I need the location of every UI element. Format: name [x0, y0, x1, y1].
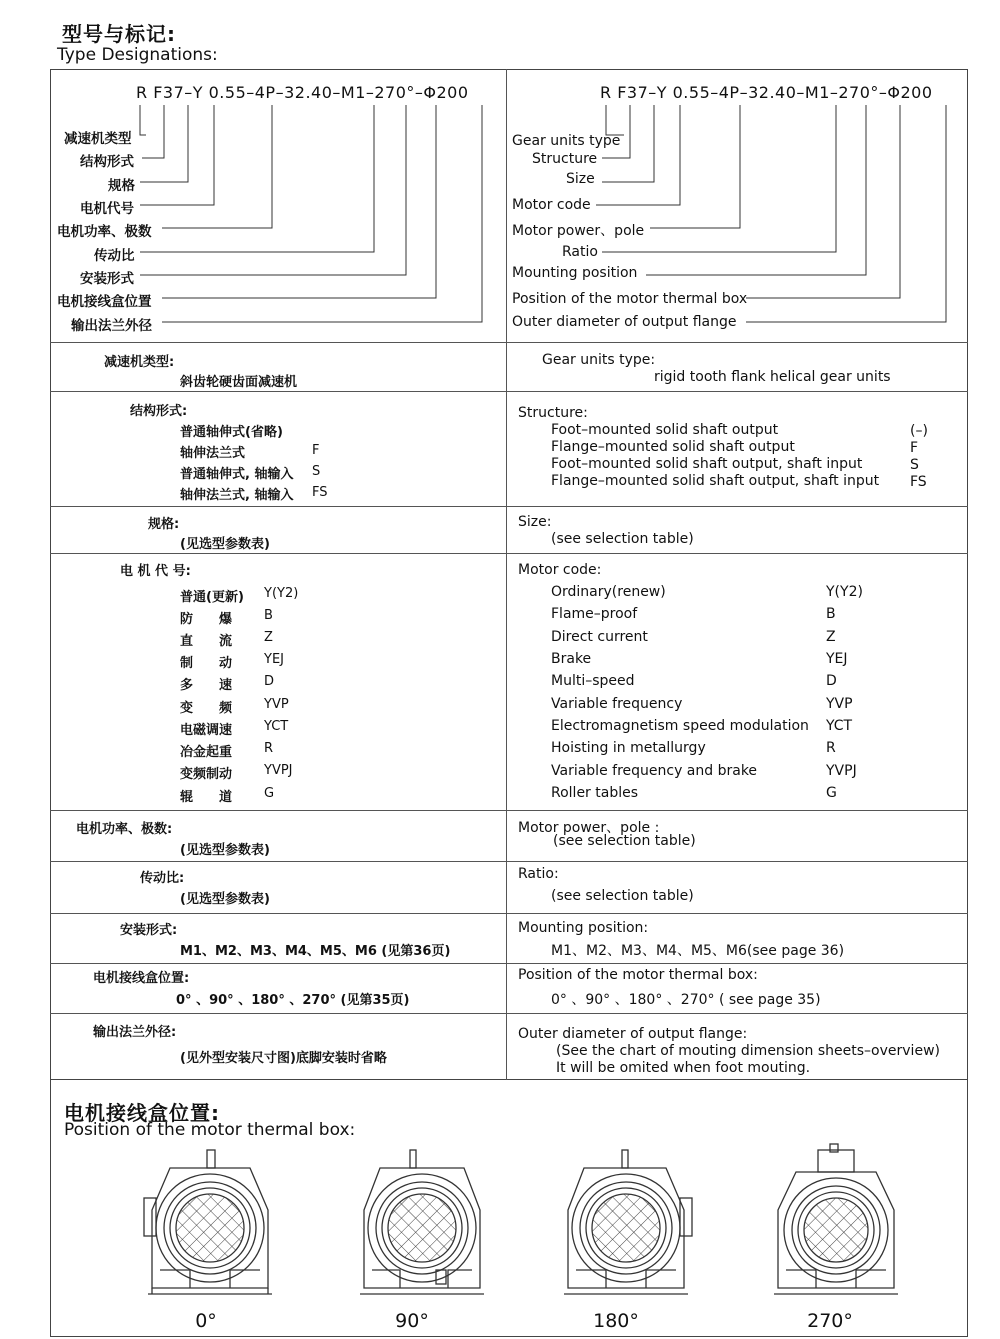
power-title-cn: 电机功率、极数:: [76, 822, 173, 837]
size-value-en: (see selection table): [551, 531, 694, 547]
power-value-cn: (见选型参数表): [180, 843, 270, 858]
motor-row-cn: 防 爆: [180, 612, 233, 627]
ratio-value-cn: (见选型参数表): [180, 892, 270, 907]
label-flange-cn: 输出法兰外径: [71, 318, 152, 334]
row-divider: [50, 391, 968, 392]
motor-code-cn: Z: [264, 630, 273, 645]
label-motor-code-en: Motor code: [512, 197, 591, 213]
motor-row-cn: 制 动: [180, 656, 233, 671]
motor-code-cn: R: [264, 741, 274, 756]
label-ratio-en: Ratio: [562, 244, 598, 260]
motor-row-cn: 辊 道: [180, 790, 233, 805]
structure-row-en: Foot–mounted solid shaft output, shaft input: [551, 456, 863, 472]
motor-code-cn: YVPJ: [264, 763, 293, 778]
thermal-value-cn: 0° 、90° 、180° 、270° (见第35页): [176, 993, 410, 1008]
ratio-title-cn: 传动比:: [140, 871, 185, 886]
motor-code-cn: YCT: [264, 719, 289, 734]
title-cn: 型号与标记:: [62, 22, 176, 46]
structure-code-en: F: [910, 440, 919, 456]
label-flange-en: Outer diameter of output flange: [512, 314, 737, 330]
motor-row-en: Multi–speed: [551, 673, 635, 689]
motor-row-en: Ordinary(renew): [551, 584, 666, 600]
motor-code-en: YVP: [826, 696, 853, 712]
flange-value-cn: (见外型安装尺寸图)底脚安装时省略: [180, 1051, 387, 1066]
power-value-en: (see selection table): [553, 833, 696, 849]
gearbox-90-drawing: [352, 1140, 492, 1300]
motor-code-cn: Y(Y2): [264, 586, 299, 601]
label-structure-cn: 结构形式: [80, 154, 134, 170]
row-divider: [50, 506, 968, 507]
thermal-section-title-en: Position of the motor thermal box:: [64, 1120, 356, 1140]
motor-row-cn: 变 频: [180, 701, 233, 716]
thermal-title-en: Position of the motor thermal box:: [518, 967, 758, 983]
row-divider: [50, 553, 968, 554]
label-size-cn: 规格: [108, 178, 135, 194]
row-divider: [50, 913, 968, 914]
structure-title-en: Structure:: [518, 405, 588, 421]
code-line-left: R F37–Y 0.55–4P–32.40–M1–270°–Φ200: [136, 83, 469, 102]
motor-row-cn: 变频制动: [180, 767, 233, 782]
label-thermal-cn: 电机接线盒位置: [57, 294, 152, 310]
label-motor-code-cn: 电机代号: [80, 201, 134, 217]
flange-value-en-2: It will be omited when foot mouting.: [556, 1060, 811, 1076]
leader-lines: [0, 0, 1000, 340]
motor-row-cn: 电磁调速: [180, 723, 233, 738]
row-divider: [50, 861, 968, 862]
motor-code-title-cn: 电 机 代 号:: [120, 564, 191, 579]
label-power-en: Motor power、pole: [512, 223, 645, 239]
thermal-title-cn: 电机接线盒位置:: [93, 971, 190, 986]
motor-row-cn: 多 速: [180, 678, 233, 693]
motor-row-en: Flame–proof: [551, 606, 638, 622]
mounting-title-en: Mounting position:: [518, 920, 649, 936]
size-title-cn: 规格:: [148, 517, 180, 532]
mounting-value-cn: M1、M2、M3、M4、M5、M6 (见第36页): [180, 944, 451, 959]
structure-code-cn: FS: [312, 485, 328, 500]
power-title-en: Motor power、pole :: [518, 820, 660, 836]
structure-row-en: Flange–mounted solid shaft output, shaft input: [551, 473, 880, 489]
motor-code-en: B: [826, 606, 836, 622]
title-en: Type Designations:: [57, 45, 218, 65]
thermal-value-en: 0° 、90° 、180° 、270° ( see page 35): [551, 992, 821, 1008]
structure-row-en: Flange–mounted solid shaft output: [551, 439, 795, 455]
code-line-right: R F37–Y 0.55–4P–32.40–M1–270°–Φ200: [600, 83, 933, 102]
flange-title-en: Outer diameter of output flange:: [518, 1026, 748, 1042]
label-mounting-en: Mounting position: [512, 265, 638, 281]
motor-row-cn: 普通(更新): [180, 590, 244, 605]
motor-row-en: Brake: [551, 651, 592, 667]
motor-row-en: Variable frequency and brake: [551, 763, 758, 779]
motor-row-en: Hoisting in metallurgy: [551, 740, 706, 756]
motor-code-en: Y(Y2): [826, 584, 863, 600]
label-type-cn: 减速机类型: [64, 131, 132, 147]
structure-row-cn: 轴伸法兰式: [180, 446, 246, 461]
motor-row-cn: 直 流: [180, 634, 233, 649]
structure-code-cn: S: [312, 464, 321, 479]
gearbox-0-drawing: [140, 1140, 280, 1300]
type-title-cn: 减速机类型:: [104, 355, 175, 370]
label-ratio-cn: 传动比: [94, 248, 135, 264]
motor-code-title-en: Motor code:: [518, 562, 602, 578]
row-divider: [50, 1013, 968, 1014]
motor-row-en: Roller tables: [551, 785, 639, 801]
motor-code-en: R: [826, 740, 836, 756]
flange-title-cn: 输出法兰外径:: [93, 1025, 177, 1040]
row-divider: [50, 810, 968, 811]
label-type-en: Gear units type: [512, 133, 621, 149]
structure-row-en: Foot–mounted solid shaft output: [551, 422, 779, 438]
motor-code-cn: G: [264, 786, 275, 801]
label-mounting-cn: 安装形式: [80, 271, 134, 287]
motor-code-en: D: [826, 673, 837, 689]
structure-code-cn: F: [312, 443, 320, 458]
structure-code-en: (–): [910, 423, 928, 439]
angle-label-90: 90°: [395, 1310, 429, 1332]
motor-row-cn: 冶金起重: [180, 745, 233, 760]
ratio-value-en: (see selection table): [551, 888, 694, 904]
mounting-title-cn: 安装形式:: [120, 923, 178, 938]
motor-code-en: YVPJ: [826, 763, 857, 779]
motor-code-cn: B: [264, 608, 273, 623]
motor-code-en: YCT: [826, 718, 853, 734]
type-title-en: Gear units type:: [542, 352, 656, 368]
row-divider: [50, 963, 968, 964]
motor-code-cn: YVP: [264, 697, 289, 712]
gearbox-180-drawing: [556, 1140, 696, 1300]
motor-code-cn: YEJ: [264, 652, 284, 667]
label-power-cn: 电机功率、极数: [57, 224, 152, 240]
angle-label-180: 180°: [593, 1310, 639, 1332]
motor-row-en: Direct current: [551, 629, 648, 645]
ratio-title-en: Ratio:: [518, 866, 559, 882]
size-value-cn: (见选型参数表): [180, 537, 270, 552]
structure-row-cn: 轴伸法兰式, 轴输入: [180, 488, 294, 503]
structure-row-cn: 普通轴伸式(省略): [180, 425, 283, 440]
motor-code-en: Z: [826, 629, 836, 645]
label-structure-en: Structure: [532, 151, 598, 167]
thermal-section-title-cn: 电机接线盒位置:: [64, 1101, 220, 1125]
motor-code-en: G: [826, 785, 837, 801]
structure-code-en: FS: [910, 474, 927, 490]
size-title-en: Size:: [518, 514, 552, 530]
structure-code-en: S: [910, 457, 919, 473]
type-value-en: rigid tooth flank helical gear units: [654, 369, 891, 385]
gearbox-270-drawing: [766, 1140, 906, 1300]
flange-value-en-1: (See the chart of mouting dimension sheets–overview): [556, 1043, 940, 1059]
motor-code-cn: D: [264, 674, 275, 689]
structure-row-cn: 普通轴伸式, 轴输入: [180, 467, 294, 482]
motor-code-en: YEJ: [826, 651, 848, 667]
mounting-value-en: M1、M2、M3、M4、M5、M6(see page 36): [551, 943, 845, 959]
motor-row-en: Variable frequency: [551, 696, 683, 712]
structure-title-cn: 结构形式:: [130, 404, 188, 419]
label-thermal-en: Position of the motor thermal box: [512, 291, 748, 307]
label-size-en: Size: [566, 171, 595, 187]
angle-label-0: 0°: [195, 1310, 217, 1332]
row-divider: [50, 342, 968, 343]
motor-row-en: Electromagnetism speed modulation: [551, 718, 809, 734]
angle-label-270: 270°: [807, 1310, 853, 1332]
type-value-cn: 斜齿轮硬齿面减速机: [180, 375, 298, 390]
